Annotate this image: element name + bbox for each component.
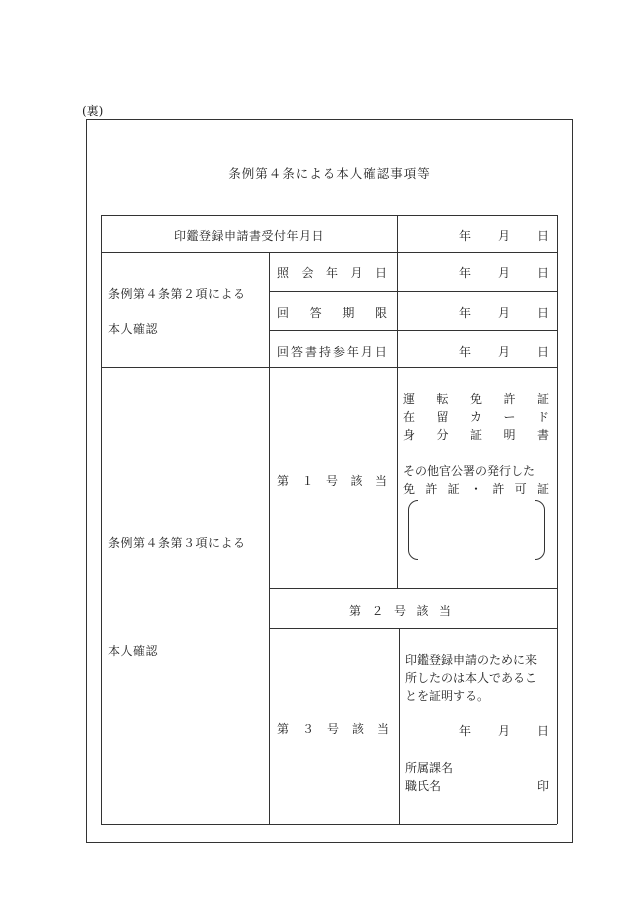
reply-brought-date-value: 年 月 日: [459, 345, 549, 359]
other-official-doc-line2: 免 許 証 ・ 許 可 証: [403, 482, 549, 496]
statement-line2: 所したのは本人であるこ: [405, 671, 538, 685]
reply-brought-date-label: 回 答 書 持 参 年 月 日: [277, 345, 387, 359]
application-date-label: 印鑑登録申請書受付年月日: [173, 229, 324, 243]
section2-label-line1: 条例第４条第２項による: [108, 287, 246, 301]
form-title: 条例第４条による本人確認事項等: [228, 166, 431, 181]
application-date-value: 年 月 日: [459, 229, 549, 243]
inquiry-date-value: 年 月 日: [459, 266, 549, 280]
section3-label-line1: 条例第４条第３項による: [108, 536, 246, 550]
department-label: 所属課名: [405, 761, 454, 775]
document-name-field[interactable]: [418, 496, 535, 564]
seal-mark: 印: [537, 779, 550, 793]
statement-line3: とを証明する。: [405, 689, 490, 703]
page-side-label: (裏): [82, 104, 104, 118]
reply-deadline-label: 回 答 期 限: [277, 306, 387, 320]
drivers-license: 運 転 免 許 証: [403, 392, 549, 406]
reply-deadline-value: 年 月 日: [459, 306, 549, 320]
item3-label: 第 ３ 号 該 当: [277, 722, 389, 736]
inquiry-date-label: 照 会 年 月 日: [277, 266, 387, 280]
section2-label-line2: 本人確認: [108, 322, 159, 336]
certification-date: 年 月 日: [459, 724, 549, 738]
id-certificate: 身 分 証 明 書: [403, 428, 549, 442]
section3-label-line2: 本人確認: [108, 644, 159, 658]
item2-label: 第 ２ 号 該 当: [349, 604, 451, 618]
staff-name-label: 職氏名: [405, 779, 442, 793]
item1-label: 第 １ 号 該 当: [277, 474, 387, 488]
statement-line1: 印鑑登録申請のために来: [405, 653, 538, 667]
residence-card: 在 留 カ ー ド: [403, 410, 549, 424]
other-official-doc-line1: その他官公署の発行した: [403, 464, 536, 478]
